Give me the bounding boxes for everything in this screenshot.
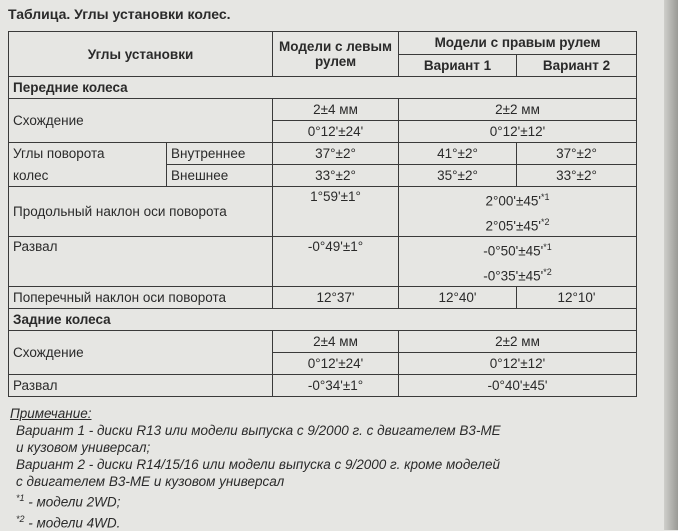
header-right-drive: Модели с правым рулем [399, 32, 637, 55]
steer-inner-label: Внутреннее [167, 143, 273, 165]
front-toe-left-mm: 2±4 мм [273, 99, 399, 121]
kingpin-left: 12°37' [273, 287, 399, 309]
steer-outer-v2: 33°±2° [517, 165, 637, 187]
caster-right-line-1: $2^\circ 00'\pm 45'^{*1}$ [403, 187, 632, 212]
kingpin-label: Поперечный наклон оси поворота [9, 287, 273, 309]
caster-label: Продольный наклон оси поворота [9, 187, 273, 237]
rear-toe-left-deg: 0°12'±24' [273, 353, 399, 375]
steer-label-2: колес [9, 165, 167, 187]
kingpin-v1: 12°40' [399, 287, 517, 309]
section-front: Передние колеса [9, 77, 637, 99]
rear-toe-right-deg: 0°12'±12' [399, 353, 637, 375]
caster-left: 1°59'±1° [273, 187, 399, 237]
table-row [9, 99, 637, 121]
table-row [9, 287, 637, 309]
steer-outer-label: Внешнее [167, 165, 273, 187]
steer-outer-v1: 35°±2° [399, 165, 517, 187]
table-row [9, 165, 637, 187]
section-row-rear [9, 309, 637, 331]
section-row-front [9, 77, 637, 99]
front-toe-right-deg: 0°12'±12' [399, 121, 637, 143]
steer-inner-v2: 37°±2° [517, 143, 637, 165]
header-left-drive: Модели с левым рулем [273, 32, 399, 77]
camber-right-line-1: $-0^\circ 50'\pm 45'^{*1}$ [403, 237, 632, 262]
steer-outer-left: 33°±2° [273, 165, 399, 187]
rear-toe-right-mm: 2±2 мм [399, 331, 637, 353]
header-row-1 [9, 32, 637, 55]
front-toe-right-mm: 2±2 мм [399, 99, 637, 121]
header-param: Углы установки [9, 32, 273, 77]
camber-left: -0°49'±1° [273, 237, 399, 287]
front-toe-left-deg: 0°12'±24' [273, 121, 399, 143]
header-variant-2: Вариант 2 [517, 54, 637, 77]
kingpin-v2: 12°10' [517, 287, 637, 309]
note-footnote-1: $^{*1}$ - модели 2WD; [10, 490, 650, 511]
note-footnote-2: $^{*2}$ - модели 4WD. [10, 511, 650, 531]
rear-toe-left-mm: 2±4 мм [273, 331, 399, 353]
rear-camber-label: Развал [9, 375, 273, 397]
caster-right-line-2: $2^\circ 05'\pm 45'^{*2}$ [403, 212, 632, 237]
camber-right [399, 237, 637, 287]
note-line-3: Вариант 2 - диски R14/15/16 или модели выпуска с 9/2000 г. кроме моделей [10, 456, 650, 473]
wheel-alignment-table [8, 31, 637, 397]
note-line-1: Вариант 1 - диски R13 или модели выпуска с 9/2000 г. с двигателем B3-ME [10, 422, 650, 439]
page-edge-shadow [664, 0, 678, 530]
steer-inner-left: 37°±2° [273, 143, 399, 165]
caster-right [399, 187, 637, 237]
header-variant-1: Вариант 1 [399, 54, 517, 77]
table-row [9, 375, 637, 397]
front-toe-label: Схождение [9, 99, 273, 143]
table-row [9, 237, 637, 287]
table-note [10, 405, 650, 531]
rear-toe-label: Схождение [9, 331, 273, 375]
table-row [9, 187, 637, 237]
steer-inner-v1: 41°±2° [399, 143, 517, 165]
note-line-4: с двигателем B3-ME и кузовом универсал [10, 473, 650, 490]
section-rear: Задние колеса [9, 309, 637, 331]
camber-right-line-2: $-0^\circ 35'\pm 45'^{*2}$ [403, 262, 632, 287]
table-row [9, 143, 637, 165]
note-heading: Примечание: [10, 405, 650, 422]
camber-label: Развал [9, 237, 273, 287]
table-title: Таблица. Углы установки колес. [8, 6, 231, 22]
note-line-2: и кузовом универсал; [10, 439, 650, 456]
rear-camber-left: -0°34'±1° [273, 375, 399, 397]
table-row [9, 331, 637, 353]
steer-label-1: Углы поворота [9, 143, 167, 165]
rear-camber-right: -0°40'±45' [399, 375, 637, 397]
